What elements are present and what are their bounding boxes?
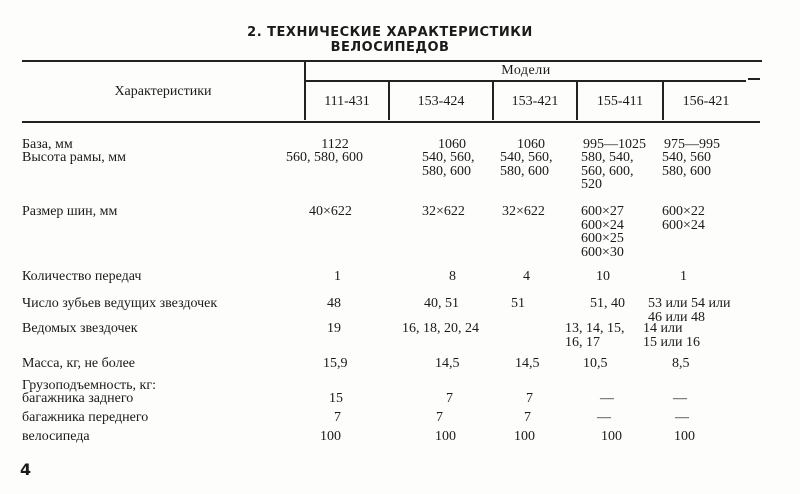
cell: 600×27 600×24 600×25 600×30	[581, 204, 624, 260]
cell: 560, 580, 600	[286, 150, 363, 165]
cell: 14,5	[515, 356, 540, 371]
cell: 975—995	[664, 137, 720, 152]
cell: 51	[511, 296, 525, 311]
cell: 10	[596, 269, 610, 284]
cell: 7	[524, 410, 531, 425]
model-header: 153-421	[511, 94, 559, 109]
cell: 8,5	[672, 356, 690, 371]
row-label: База, мм	[22, 137, 73, 152]
cell: 19	[327, 321, 341, 336]
model-header: 156-421	[682, 94, 730, 109]
models-rule	[306, 80, 746, 82]
cell: 7	[446, 391, 453, 406]
row-label: Грузоподъемность, кг:	[22, 378, 156, 393]
cell: 540, 560 580, 600	[662, 150, 711, 179]
cell: 15,9	[323, 356, 348, 371]
cell: 1122	[321, 137, 349, 152]
cell: 51, 40	[590, 296, 625, 311]
cell: 53 или 54 или 46 или 48	[648, 296, 731, 325]
row-label: Ведомых звездочек	[22, 321, 138, 336]
table-title-line1: 2. ТЕХНИЧЕСКИЕ ХАРАКТЕРИСТИКИ	[247, 25, 533, 40]
cell: —	[675, 410, 689, 425]
model-header: 155-411	[596, 94, 644, 109]
row-label: Высота рамы, мм	[22, 150, 126, 165]
cell: 32×622	[422, 204, 465, 219]
table-top-rule	[22, 60, 762, 62]
cell: 4	[523, 269, 530, 284]
row-label: багажника переднего	[22, 410, 149, 425]
cell: 100	[674, 429, 695, 444]
row-label: Число зубьев ведущих звездочек	[22, 296, 218, 311]
cell: 1060	[438, 137, 466, 152]
cell: 100	[435, 429, 456, 444]
cell: 14,5	[435, 356, 460, 371]
cell: 1	[680, 269, 687, 284]
cell: 7	[334, 410, 341, 425]
header-bottom-rule	[22, 121, 760, 123]
cell: —	[597, 410, 611, 425]
table-title-line2: ВЕЛОСИПЕДОВ	[330, 40, 450, 55]
cell: 100	[514, 429, 535, 444]
cell: 540, 560, 580, 600	[500, 150, 553, 179]
cell: 40×622	[309, 204, 352, 219]
cell: 8	[449, 269, 456, 284]
cell: 100	[601, 429, 622, 444]
row-label: велосипеда	[22, 429, 90, 444]
header-models: Модели	[501, 63, 551, 78]
cell: 100	[320, 429, 341, 444]
cell: 14 или 15 или 16	[643, 321, 700, 350]
cell: 15	[329, 391, 343, 406]
header-characteristics: Характеристики	[114, 84, 212, 99]
row-label: Количество передач	[22, 269, 142, 284]
cell: 48	[327, 296, 341, 311]
cell: 580, 540, 560, 600, 520	[581, 150, 634, 192]
cell: 40, 51	[424, 296, 459, 311]
cell: —	[673, 391, 687, 406]
page-number: 4	[20, 460, 32, 479]
cell: 1060	[517, 137, 545, 152]
cell: 7	[436, 410, 443, 425]
model-header: 153-424	[417, 94, 465, 109]
cell: 32×622	[502, 204, 545, 219]
cell: 10,5	[583, 356, 608, 371]
row-label: Масса, кг, не более	[22, 356, 135, 371]
cell: 600×22 600×24	[662, 204, 705, 233]
row-label: багажника заднего	[22, 391, 134, 406]
cell: —	[600, 391, 614, 406]
cell: 1	[334, 269, 341, 284]
cell: 13, 14, 15, 16, 17	[565, 321, 625, 350]
cell: 995—1025	[583, 137, 646, 152]
cell: 540, 560, 580, 600	[422, 150, 475, 179]
row-label: Размер шин, мм	[22, 204, 118, 219]
models-rule-tail	[748, 78, 760, 80]
model-header: 111-431	[324, 94, 370, 109]
cell: 16, 18, 20, 24	[402, 321, 479, 336]
cell: 7	[526, 391, 533, 406]
